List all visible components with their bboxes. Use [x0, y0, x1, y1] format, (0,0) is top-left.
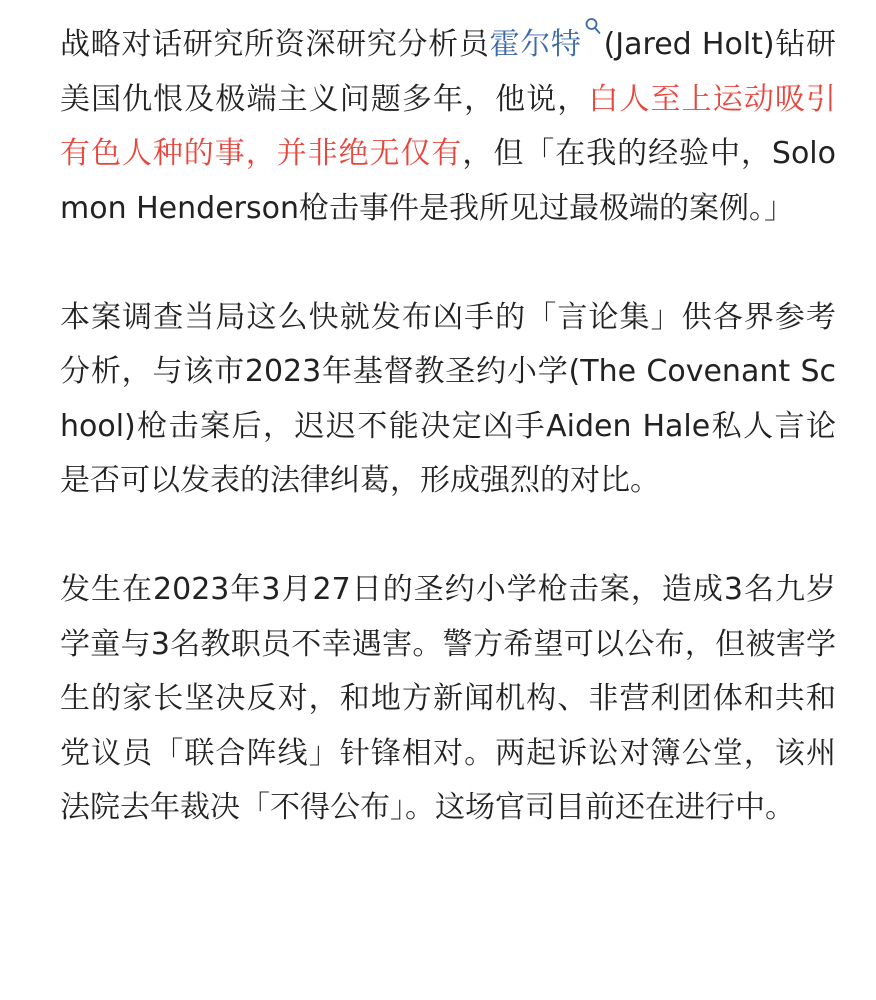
paragraph-3: 发生在2023年3月27日的圣约小学枪击案，造成3名九岁学童与3名教职员不幸遇害。警方希望可以公布，但被害学生的家长坚决反对，和地方新闻机构、非营利团体和共和党议员「联合阵线」针锋相对。两起诉讼对簿公堂，该州法院去年裁决「不得公布」。这场官司目前还在进行中。 [60, 572, 836, 825]
search-icon[interactable] [584, 16, 602, 40]
paragraph-1-quote: ，但「在我的经验中，Solomon Henderson枪击事件是我所见过最极端的案例。」 [60, 136, 837, 226]
highlighted-quote: 白人至上运动吸引有色人种的事，并非绝无仅有 [60, 81, 837, 171]
paragraph-1-name: (Jared Holt)钻研美国仇恨及极端主义问题多年，他说， [60, 27, 836, 117]
paragraph-1 [60, 16, 836, 236]
paragraph-2: 本案调查当局这么快就发布凶手的「言论集」供各界参考分析，与该市2023年基督教圣约小学(The Covenant School)枪击案后，迟迟不能决定凶手Aiden Hale私人言论是否可以发表的法律纠葛，形成强烈的对比。 [60, 299, 836, 498]
person-link[interactable]: 霍尔特 [489, 27, 582, 62]
paragraph-1-intro: 战略对话研究所资深研究分析员 [60, 27, 490, 62]
